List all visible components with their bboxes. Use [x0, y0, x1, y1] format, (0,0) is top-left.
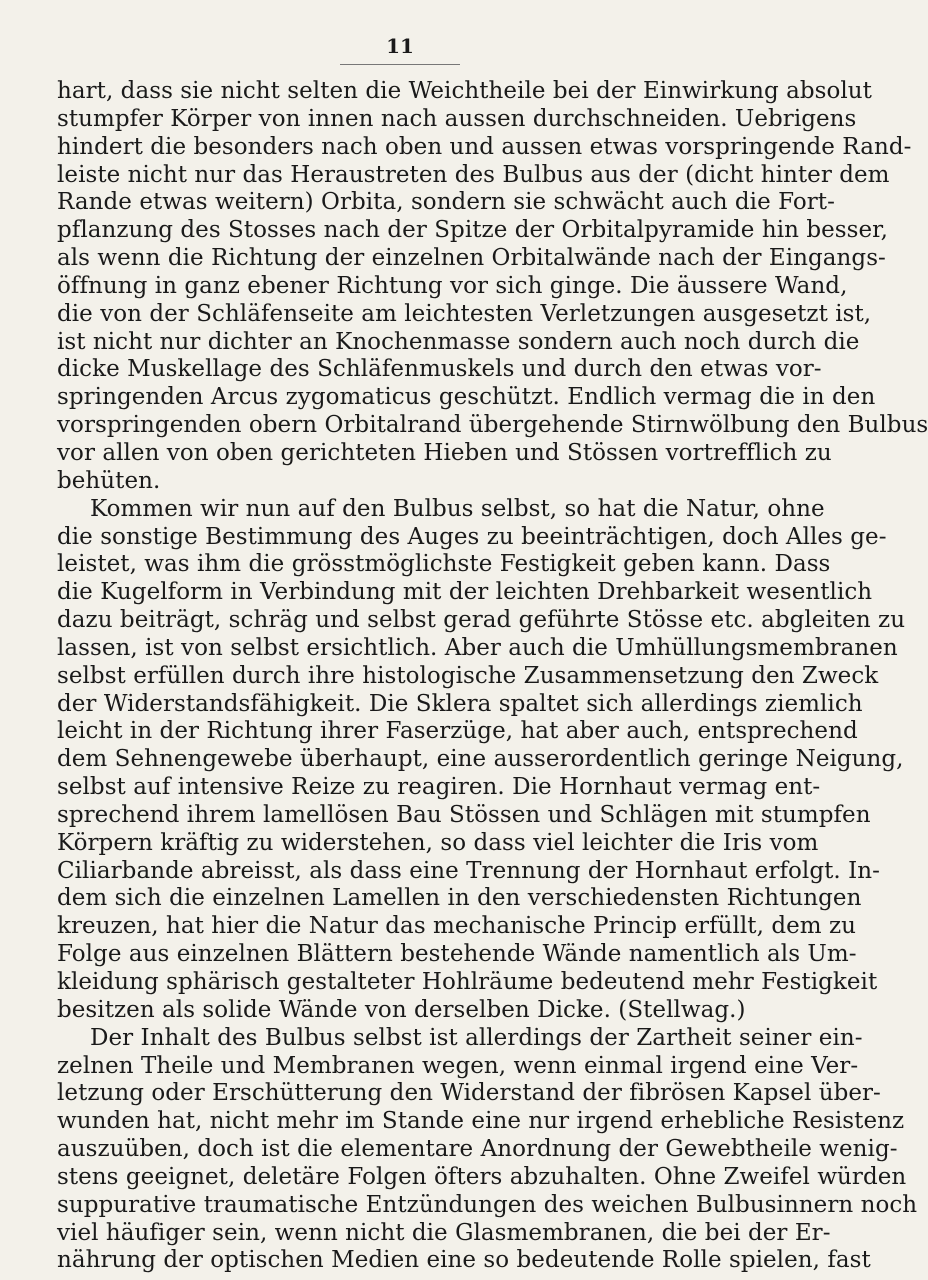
text-line: kreuzen, hat hier die Natur das mechanische Princip erfüllt, dem zu — [57, 913, 857, 940]
text-line: auszuüben, doch ist die elementare Anordnung der Gewebtheile wenig- — [57, 1136, 898, 1163]
text-line: hart, dass sie nicht selten die Weichtheile bei der Einwirkung absolut — [57, 78, 872, 104]
text-line: Ciliarbande abreisst, als dass eine Trennung der Hornhaut erfolgt. In- — [57, 857, 880, 884]
text-line: hindert die besonders nach oben und aussen etwas vorspringende Rand- — [57, 133, 912, 160]
text-line: dem Sehnengewebe überhaupt, eine ausserordentlich geringe Neigung, — [57, 746, 904, 773]
text-line: dem sich die einzelnen Lamellen in den verschiedensten Richtungen — [57, 885, 862, 912]
text-line: Kommen wir nun auf den Bulbus selbst, so hat die Natur, ohne — [90, 495, 825, 522]
text-line: lassen, ist von selbst ersichtlich. Aber auch die Umhüllungsmembranen — [57, 634, 898, 661]
text-line: die von der Schläfenseite am leichtesten Verletzungen ausgesetzt ist, — [57, 300, 872, 327]
text-line: leicht in der Richtung ihrer Faserzüge, hat aber auch, entsprechend — [57, 718, 858, 745]
text-line: zelnen Theile und Membranen wegen, wenn einmal irgend eine Ver- — [57, 1052, 859, 1079]
text-line: der Widerstandsfähigkeit. Die Sklera spaltet sich allerdings ziemlich — [57, 690, 863, 717]
text-line: Rande etwas weitern) Orbita, sondern sie schwächt auch die Fort- — [57, 189, 835, 216]
text-line: dazu beiträgt, schräg und selbst gerad geführte Stösse etc. abgleiten zu — [57, 607, 906, 634]
text-line: leiste nicht nur das Heraustreten des Bulbus aus der (dicht hinter dem — [57, 161, 890, 188]
text-line: vorspringenden obern Orbitalrand übergehende Stirnwölbung den Bulbus — [57, 412, 928, 439]
text-line: stumpfer Körper von innen nach aussen durchschneiden. Uebrigens — [57, 105, 857, 132]
text-line: springenden Arcus zygomaticus geschützt. Endlich vermag die in den — [57, 384, 876, 411]
text-line: behüten. — [57, 467, 161, 494]
paragraph-1 — [57, 78, 928, 496]
text-line: kleidung sphärisch gestalteter Hohlräume bedeutend mehr Festigkeit — [57, 969, 878, 995]
text-line: letzung oder Erschütterung den Widerstand der fibrösen Kapsel über- — [57, 1080, 881, 1107]
body-text — [57, 78, 928, 1275]
text-line: ist nicht nur dichter an Knochenmasse sondern auch noch durch die — [57, 328, 860, 355]
text-line: die sonstige Bestimmung des Auges zu beeinträchtigen, doch Alles ge- — [57, 523, 887, 550]
text-line: die Kugelform in Verbindung mit der leichten Drehbarkeit wesentlich — [57, 579, 873, 606]
text-line: viel häufiger sein, wenn nicht die Glasmembranen, die bei der Er- — [57, 1219, 831, 1246]
text-line: Folge aus einzelnen Blättern bestehende Wände namentlich als Um- — [57, 941, 857, 968]
paragraph-2 — [57, 495, 906, 1025]
text-line: suppurative traumatische Entzündungen des weichen Bulbusinnern noch — [57, 1191, 918, 1218]
text-line: Der Inhalt des Bulbus selbst ist allerdings der Zartheit seiner ein- — [90, 1024, 863, 1051]
text-line: selbst auf intensive Reize zu reagiren. Die Hornhaut vermag ent- — [57, 774, 821, 801]
paragraph-3 — [57, 1024, 918, 1276]
text-line: dicke Muskellage des Schläfenmuskels und durch den etwas vor- — [57, 356, 822, 383]
text-line: Körpern kräftig zu widerstehen, so dass viel leichter die Iris vom — [57, 829, 819, 856]
page-number: 11 — [386, 34, 414, 58]
text-line: wunden hat, nicht mehr im Stande eine nur irgend erhebliche Resistenz — [57, 1108, 905, 1135]
text-line: stens geeignet, deletäre Folgen öfters abzuhalten. Ohne Zweifel würden — [57, 1163, 907, 1190]
text-line: selbst erfüllen durch ihre histologische Zusammensetzung den Zweck — [57, 662, 879, 689]
text-line: nährung der optischen Medien eine so bedeutende Rolle spielen, fast — [57, 1247, 871, 1274]
text-line: leistet, was ihm die grösstmöglichste Festigkeit geben kann. Dass — [57, 551, 831, 578]
text-line: besitzen als solide Wände von derselben Dicke. (Stellwag.) — [57, 996, 746, 1023]
text-line: pflanzung des Stosses nach der Spitze der Orbitalpyramide hin besser, — [57, 217, 888, 244]
text-line: als wenn die Richtung der einzelnen Orbitalwände nach der Eingangs- — [57, 245, 886, 272]
text-line: öffnung in ganz ebener Richtung vor sich ginge. Die äussere Wand, — [57, 272, 848, 299]
text-line: vor allen von oben gerichteten Hieben und Stössen vortrefflich zu — [57, 439, 832, 466]
text-line: sprechend ihrem lamellösen Bau Stössen und Schlägen mit stumpfen — [57, 801, 871, 828]
header-rule — [340, 64, 460, 65]
